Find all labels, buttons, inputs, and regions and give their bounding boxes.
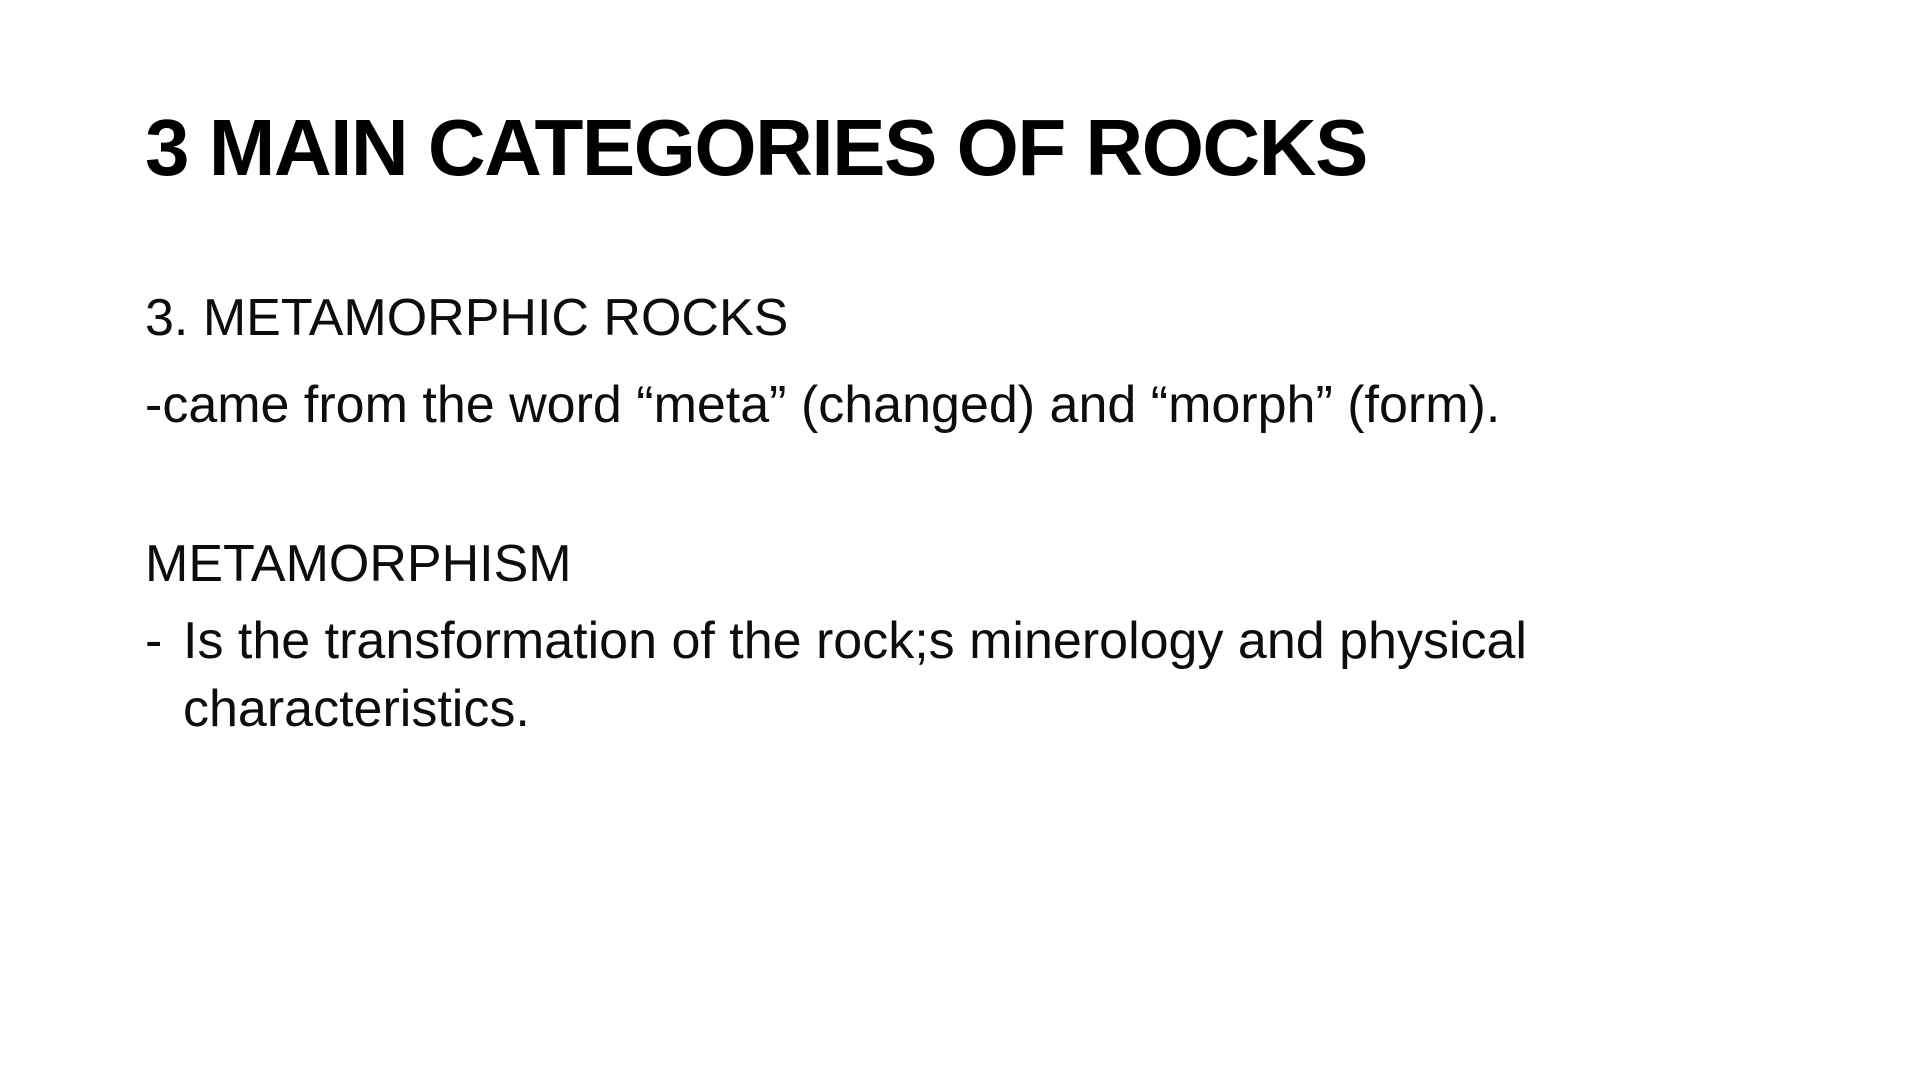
metamorphic-rocks-heading: 3. METAMORPHIC ROCKS xyxy=(145,289,789,347)
bullet-dash: - xyxy=(145,612,163,670)
bullet-text: Is the transformation of the rock;s minerology and physical characteristics. xyxy=(183,612,1527,738)
slide-body xyxy=(145,284,1705,743)
paragraph-spacer xyxy=(145,439,1705,530)
metamorphism-heading: METAMORPHISM xyxy=(145,535,572,593)
slide-title: 3 MAIN CATEGORIES OF ROCKS xyxy=(145,103,1367,192)
metamorphism-bullet xyxy=(145,607,1705,743)
metamorphic-rocks-definition: -came from the word “meta” (changed) and “morph” (form). xyxy=(145,376,1501,434)
